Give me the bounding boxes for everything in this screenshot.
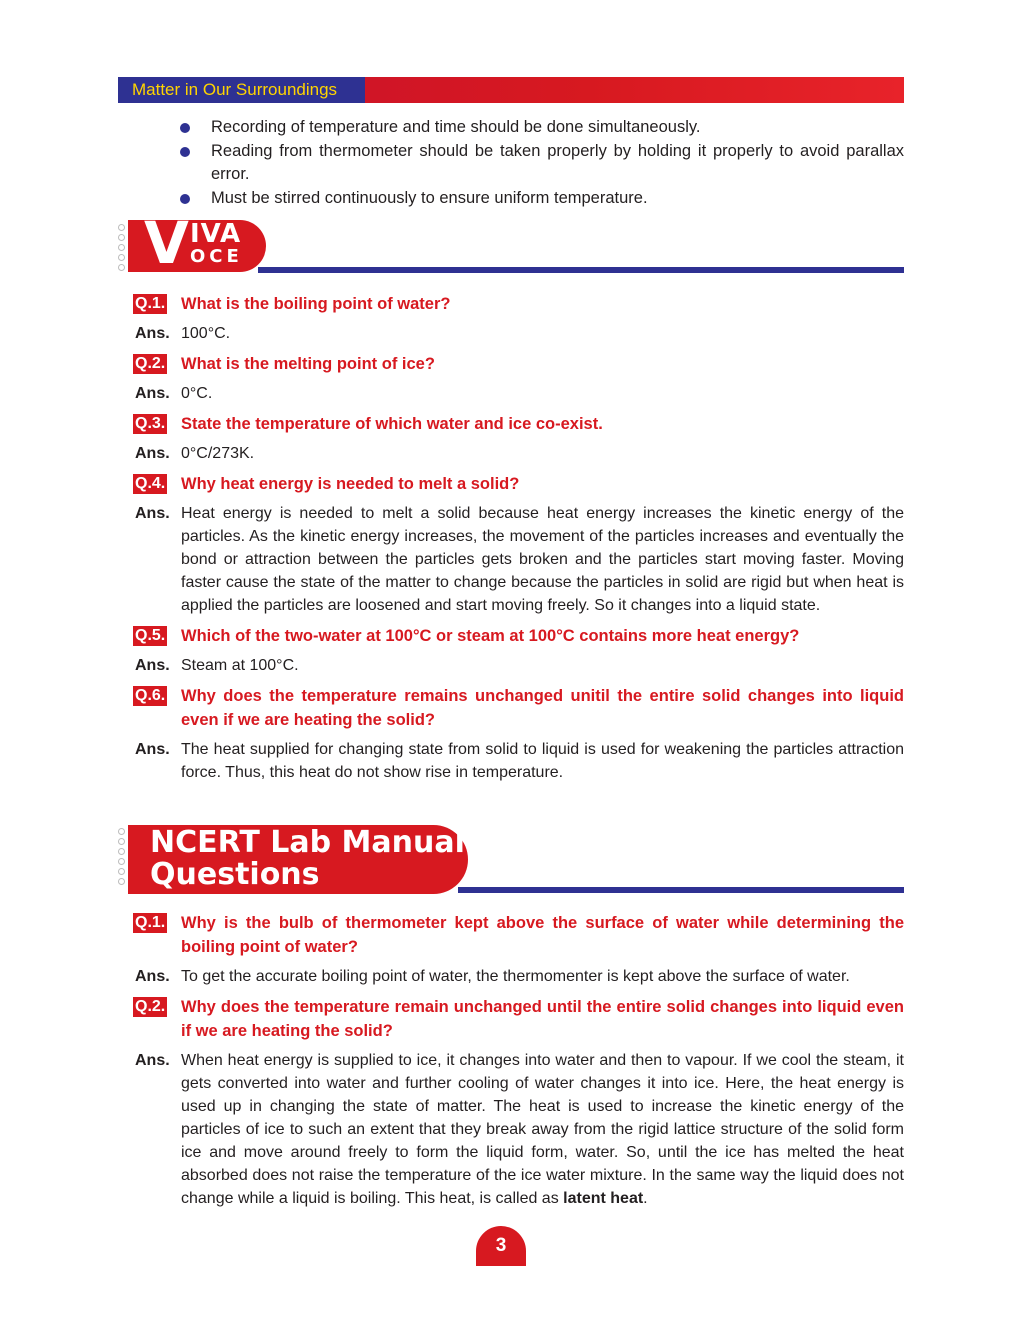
question-number: Q.2. bbox=[135, 355, 166, 372]
answer-row bbox=[133, 1049, 904, 1210]
bullet-text: Recording of temperature and time should be done simultaneously. bbox=[211, 118, 701, 136]
lab-qa-list bbox=[133, 911, 904, 1210]
question-text: Which of the two-water at 100°C or steam at 100°C contains more heat energy? bbox=[181, 627, 800, 645]
bullet-text: Must be stirred continuously to ensure uniform temperature. bbox=[211, 189, 648, 207]
question-row bbox=[133, 684, 904, 732]
answer-text: Steam at 100°C. bbox=[181, 657, 299, 674]
bullet-text: Reading from thermometer should be taken properly by holding it properly to avoid parallax error. bbox=[211, 142, 904, 183]
question-row bbox=[133, 911, 904, 959]
question-text: What is the boiling point of water? bbox=[181, 295, 451, 313]
question-text: State the temperature of which water and ice co-exist. bbox=[181, 415, 603, 433]
question-text: Why heat energy is needed to melt a solid? bbox=[181, 475, 520, 493]
answer-text: 100°C. bbox=[181, 325, 231, 342]
answer-text: 0°C/273K. bbox=[181, 445, 255, 462]
answer-label: Ans. bbox=[135, 968, 170, 985]
question-row bbox=[133, 292, 904, 316]
decorative-dots bbox=[118, 828, 126, 885]
question-row bbox=[133, 995, 904, 1043]
question-number: Q.6. bbox=[135, 687, 166, 704]
question-row bbox=[133, 624, 904, 648]
question-row bbox=[133, 352, 904, 376]
answer-label: Ans. bbox=[135, 325, 170, 342]
answer-row bbox=[133, 442, 904, 465]
question-text: What is the melting point of ice? bbox=[181, 355, 435, 373]
viva-logo-iva: IVA bbox=[190, 219, 242, 249]
question-number: Q.3. bbox=[135, 415, 166, 432]
list-item bbox=[180, 140, 904, 186]
answer-text: When heat energy is supplied to ice, it changes into water and then to vapour. If we cool the steam, it gets converted into water and further cooling of water changes it into ice. Here, the heat energy is used up in changing the state of matter. The heat is used to increase the kinetic energy of the particles of ice to such an extent that they break away from the rigid lattice structure of the solid form ice and move around freely to form the liquid form, water. So, until the ice has melted the heat absorbed does not raise the temperature of the ice water mixture. In the same way the liquid does not change while a liquid is boiling. This heat, is called as bbox=[181, 1052, 904, 1207]
question-number: Q.2. bbox=[135, 998, 166, 1015]
bullet-icon bbox=[180, 194, 190, 204]
lab-title-line2: Questions bbox=[150, 857, 320, 892]
decorative-dots bbox=[118, 224, 126, 271]
answer-end: . bbox=[643, 1190, 648, 1207]
lab-manual-heading bbox=[118, 824, 904, 896]
answer-text: To get the accurate boiling point of water, the thermomenter is kept above the surface of water. bbox=[181, 968, 850, 985]
question-number: Q.1. bbox=[135, 914, 166, 931]
answer-row bbox=[133, 738, 904, 784]
answer-row bbox=[133, 382, 904, 405]
viva-logo-oce: OCE bbox=[190, 246, 243, 267]
question-text: Why does the temperature remain unchanged until the entire solid changes into liquid even if we are heating the solid? bbox=[181, 998, 904, 1040]
answer-row bbox=[133, 965, 904, 988]
viva-qa-list bbox=[133, 292, 904, 784]
answer-row bbox=[133, 654, 904, 677]
bullet-icon bbox=[180, 123, 190, 133]
answer-label: Ans. bbox=[135, 445, 170, 462]
question-number: Q.1. bbox=[135, 295, 166, 312]
question-row bbox=[133, 412, 904, 436]
answer-label: Ans. bbox=[135, 1052, 170, 1069]
section-rule bbox=[458, 887, 904, 893]
list-item bbox=[180, 187, 904, 210]
answer-label: Ans. bbox=[135, 657, 170, 674]
section-rule bbox=[258, 267, 904, 273]
answer-row bbox=[133, 322, 904, 345]
chapter-header-bar bbox=[118, 77, 904, 103]
question-number: Q.5. bbox=[135, 627, 166, 644]
viva-voce-logo bbox=[128, 209, 266, 277]
question-number: Q.4. bbox=[135, 475, 166, 492]
answer-label: Ans. bbox=[135, 385, 170, 402]
question-row bbox=[133, 472, 904, 496]
question-text: Why is the bulb of thermometer kept above the surface of water while determining the boiling point of water? bbox=[181, 914, 904, 956]
answer-label: Ans. bbox=[135, 505, 170, 522]
answer-keyword: latent heat bbox=[563, 1190, 644, 1207]
answer-text: 0°C. bbox=[181, 385, 213, 402]
answer-label: Ans. bbox=[135, 741, 170, 758]
list-item bbox=[180, 116, 904, 139]
answer-text: Heat energy is needed to melt a solid because heat energy increases the kinetic energy of the particles. As the kinetic energy increases, the movement of the particles increases and eventually the bond or attraction between the particles gets broken and the particles start moving faster. Moving faster cause the state of the matter to change because the particles in solid are rigid but when heat is applied the particles are loosened and start moving freely. So it changes into a liquid state. bbox=[181, 505, 904, 614]
answer-text: The heat supplied for changing state from solid to liquid is used for weakening the particles attraction force. Thus, this heat do not show rise in temperature. bbox=[181, 741, 904, 781]
viva-voce-heading bbox=[118, 209, 904, 277]
chapter-title: Matter in Our Surroundings bbox=[118, 77, 365, 103]
lab-title-line1: NCERT Lab Manual bbox=[150, 825, 465, 860]
answer-row bbox=[133, 502, 904, 617]
precautions-list bbox=[180, 116, 904, 211]
lab-manual-tab bbox=[128, 825, 468, 894]
page-number: 3 bbox=[476, 1226, 526, 1266]
viva-logo-v: V bbox=[144, 209, 189, 277]
bullet-icon bbox=[180, 147, 190, 157]
question-text: Why does the temperature remains unchanged unitil the entire solid changes into liquid even if we are heating the solid? bbox=[181, 687, 904, 729]
